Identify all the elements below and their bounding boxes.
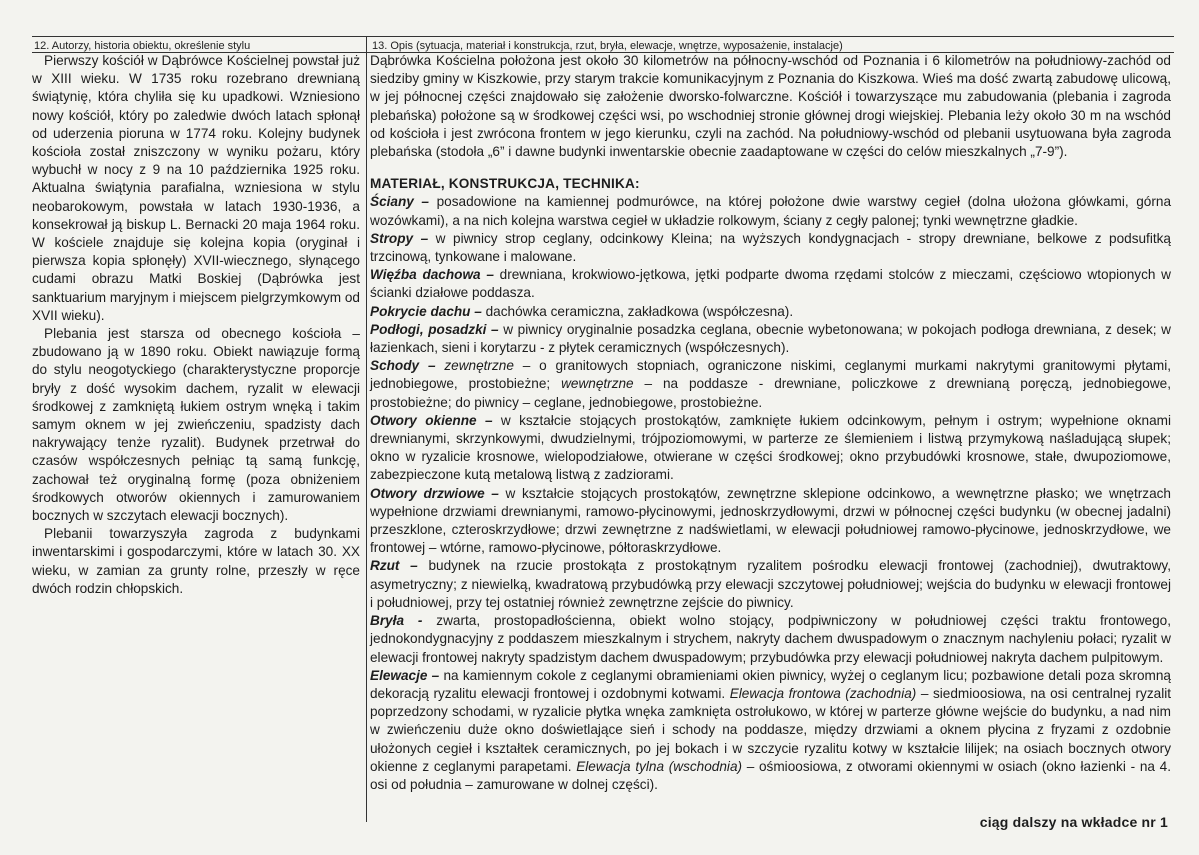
item-massing: Bryła - zwarta, prostopadłościenna, obiekt wolno stojący, podpiwniczony w południowej części traktu frontowego, jednokondygnacyjny z poddaszem mieszkalnym i strychem, nakryty dachem dwuspadowym o znacznym nachyleniu połaci; ryzalit w elewacji frontowej nakryty spadzistym dachem dwuspadowym; przybudówka przy elewacji południowej nakryta dachem pulpitowym. [370, 613, 1171, 665]
description-column [370, 52, 1171, 794]
item-stairs: Schody – zewnętrzne – o granitowych stopniach, ograniczone niskimi, ceglanymi murkami nakrytymi granitowymi płytami, jednobiegowe, prostobieżne; wewnętrzne – na poddasze - drewniane, policzkowe z drewnianą poręczą, jednobiegowe, prostobieżne; do piwnicy – ceglane, jednobiegowe, prostobieżne. [370, 358, 1172, 410]
item-windows: Otwory okienne – w kształcie stojących prostokątów, zamknięte łukiem odcinkowym, pełnym i ostrym; wypełnione oknami drewnianymi, skrzynkowymi, dwudzielnymi, trójpoziomowymi, w parterze ze ślemieniem i listwą przymykową naśladującą słupek; okno w ryzalicie krosnowe, wielopodziałowe, otwierane w części środkowej; okno przybudówki krosnowe, stałe, dwupoziomowe, zabezpieczone kutą metalową listwą z zadziorami. [370, 412, 1171, 483]
term-label: Rzut – [370, 558, 418, 574]
document-sheet [32, 36, 1174, 832]
term-label: Podłogi, posadzki – [370, 321, 499, 337]
situation-paragraph: Dąbrówka Kościelna położona jest około 30 kilometrów na północny-wschód od Poznania i 6 kilometrów na południowy-zachód od siedziby gminy w Kiszkowie, przy starym trakcie komunikacyjnym z Poznania do Kiszkowa. Wieś ma dość zwartą zabudowę ulicową, w jej północnej części znajdowało się założenie dworsko-folwarczne. Kościół i towarzyszące mu zabudowania (plebania i zagroda plebańska) położone są w środkowej części wsi, po wschodniej stronie głównej drogi wiejskiej. Plebania leży około 30 m na wschód od kościoła i jest zwrócona frontem w jego kierunku, czyli na zachód. Na południowy-wschód od plebanii usytuowana była zagroda plebańska (stodoła „6” i dawne budynki inwentarskie obecnie zaadaptowane w części do celów mieszkalnych „7-9”). [370, 53, 1171, 160]
term-label: Pokrycie dachu – [370, 303, 482, 319]
history-paragraph-3: Plebanii towarzyszyła zagroda z budynkami inwentarskimi i gospodarczymi, które w latach 30. XX wieku, w zamian za grunty rolne, przeszły w ręce dwóch rodzin chłopskich. [32, 526, 360, 596]
item-floors: Podłogi, posadzki – w piwnicy oryginalnie posadzka ceglana, obecnie wybetonowana; w pokojach podłoga drewniana, z desek; w łazienkach, sieni i korytarzu - z płytek ceramicznych (współczesnych). [370, 321, 1172, 356]
item-roof-truss: Więźba dachowa – drewniana, krokwiowo-jętkowa, jętki podparte dwoma rzędami stolców z mieczami, częściowo wtopionych w ścianki działowe poddasza. [370, 267, 1171, 301]
item-walls: Ściany – posadowione na kamiennej podmurówce, na której położone dwie warstwy cegieł (dolna ułożona główkami, górna wozówkami), a na nich kolejna warstwa cegieł w układzie rolkowym, ściany z cegły palonej; tynki wewnętrzne gładkie. [370, 194, 1171, 228]
term-label: Stropy – [370, 230, 429, 246]
term-label: Więźba dachowa – [370, 267, 494, 283]
term-label: Otwory okienne – [370, 412, 493, 428]
item-plan: Rzut – budynek na rzucie prostokąta z prostokątnym ryzalitem pośrodku elewacji frontowej (zachodniej), dwutraktowy, asymetryczny; z niewielką, kwadratową przybudówką przy elewacji szczytowej południowej; wejścia do budynku w elewacji frontowej i południowej, przy tej ostatniej również zewnętrzne zejście do piwnicy. [370, 558, 1171, 610]
item-elevations: Elewacje – na kamiennym cokole z ceglanymi obramieniami okien piwnicy, wyżej o ceglanym licu; pozbawione detali poza skromną dekoracją ryzalitu elewacji frontowej i ozdobnymi kotwami. Elewacja frontowa (zachodnia) – siedmioosiowa, na osi centralnej ryzalit poprzedzony schodami, w ryzalicie płytka wnęka zamknięta ostrołukowo, w której w parterze główne wejście do budynku, a nad nim w zwieńczeniu duże okno doświetlające sień i schody na poddasze, między drzwiami a oknem płycina z fryzami z ozdobnie ułożonych cegieł i kształtek ceramicznych, po jej bokach i w szczycie ryzalitu kotwy w kształcie lilijek; na osiach bocznych otwory okienne z ceglanymi parapetami. Elewacja tylna (wschodnia) – ośmioosiowa, z otworami okiennymi w osiach (okno łazienki - na 4. osi od południa – zamurowane w dolnej części). [370, 667, 1172, 792]
history-paragraph-1: Pierwszy kościół w Dąbrówce Kościelnej powstał już w XIII wieku. W 1735 roku rozebrano drewnianą świątynię, która chyliła się ku upadkowi. Wzniesiono nowy kościół, który po zaledwie dwóch latach spłonął od uderzenia pioruna w 1774 roku. Kolejny budynek kościoła został zniszczony w wyniku pożaru, który wybuchł w nocy z 9 na 10 października 1925 roku. Aktualna świątynia parafialna, wzniesiona w stylu neobarokowym, powstała w latach 1930-1936, a konsekrował ją biskup L. Bernacki 20 maja 1964 roku. W kościele znajduje się kolejna kopia (oryginał i pierwsza kopia spłonęły) XVII-wiecznego, słynącego cudami obrazu Matki Boskiej (Dąbrówka jest sanktuarium maryjnym i miejscem pielgrzymkowym od XVII wieku). [32, 53, 360, 323]
history-paragraph-2: Plebania jest starsza od obecnego kościoła – zbudowano ją w 1890 roku. Obiekt nawiązuje formą do stylu neogotyckiego (charakterystyczne proporcje bryły z dość wysokim dachem, ryzalit w elewacji środkowej z zamkniętą łukiem ostrym wnęką i takim samym oknem w jej zwieńczeniu, spadzisty dach nakrywający tenże ryzalit). Budynek przetrwał do czasów współczesnych pełniąc tą samą funkcję, zachował też oryginalną formę (poza obniżeniem środkowych otworów okiennych i zamurowaniem bocznych w szczytach elewacji bocznych). [32, 326, 360, 524]
term-label: Otwory drzwiowe – [370, 485, 499, 501]
continued-note: ciąg dalszy na wkładce nr 1 [979, 814, 1168, 830]
item-doors: Otwory drzwiowe – w kształcie stojących prostokątów, zewnętrzne sklepione odcinkowo, a wewnętrzne płasko; we wnętrzach wypełnione drzwiami drewnianymi, ramowo-płycinowymi, jednoskrzydłowymi, drzwi w północnej części budynku (w obecnej jadalni) przeszklone, czteroskrzydłowe; drzwi zewnętrzne z nadświetlami, w elewacji południowej ramowo-płycinowe, jednoskrzydłowe, we frontowej – wtórne, ramowo-płycinowe, półtoraskrzydłowe. [370, 485, 1171, 556]
term-label: Schody – [370, 358, 436, 374]
term-label: Bryła - [370, 613, 423, 629]
item-roofing: Pokrycie dachu – dachówka ceramiczna, zakładkowa (współczesna). [370, 303, 794, 319]
right-column-heading: 13. Opis (sytuacja, materiał i konstrukcja, rzut, bryła, elewacje, wnętrze, wyposażenie, instalacje) [372, 40, 843, 52]
left-column-heading: 12. Autorzy, historia obiektu, określenie stylu [34, 40, 251, 52]
term-label: Elewacje – [370, 667, 440, 683]
item-ceilings: Stropy – w piwnicy strop ceglany, odcinkowy Kleina; na wyższych kondygnacjach - stropy drewniane, belkowe z podsufitką trzcinową, tynkowane i malowane. [370, 230, 1171, 265]
column-divider [366, 36, 367, 822]
section-title: MATERIAŁ, KONSTRUKCJA, TECHNIKA: [370, 176, 640, 192]
top-border [32, 36, 1174, 37]
term-label: Ściany – [370, 194, 429, 210]
history-column [32, 52, 360, 598]
